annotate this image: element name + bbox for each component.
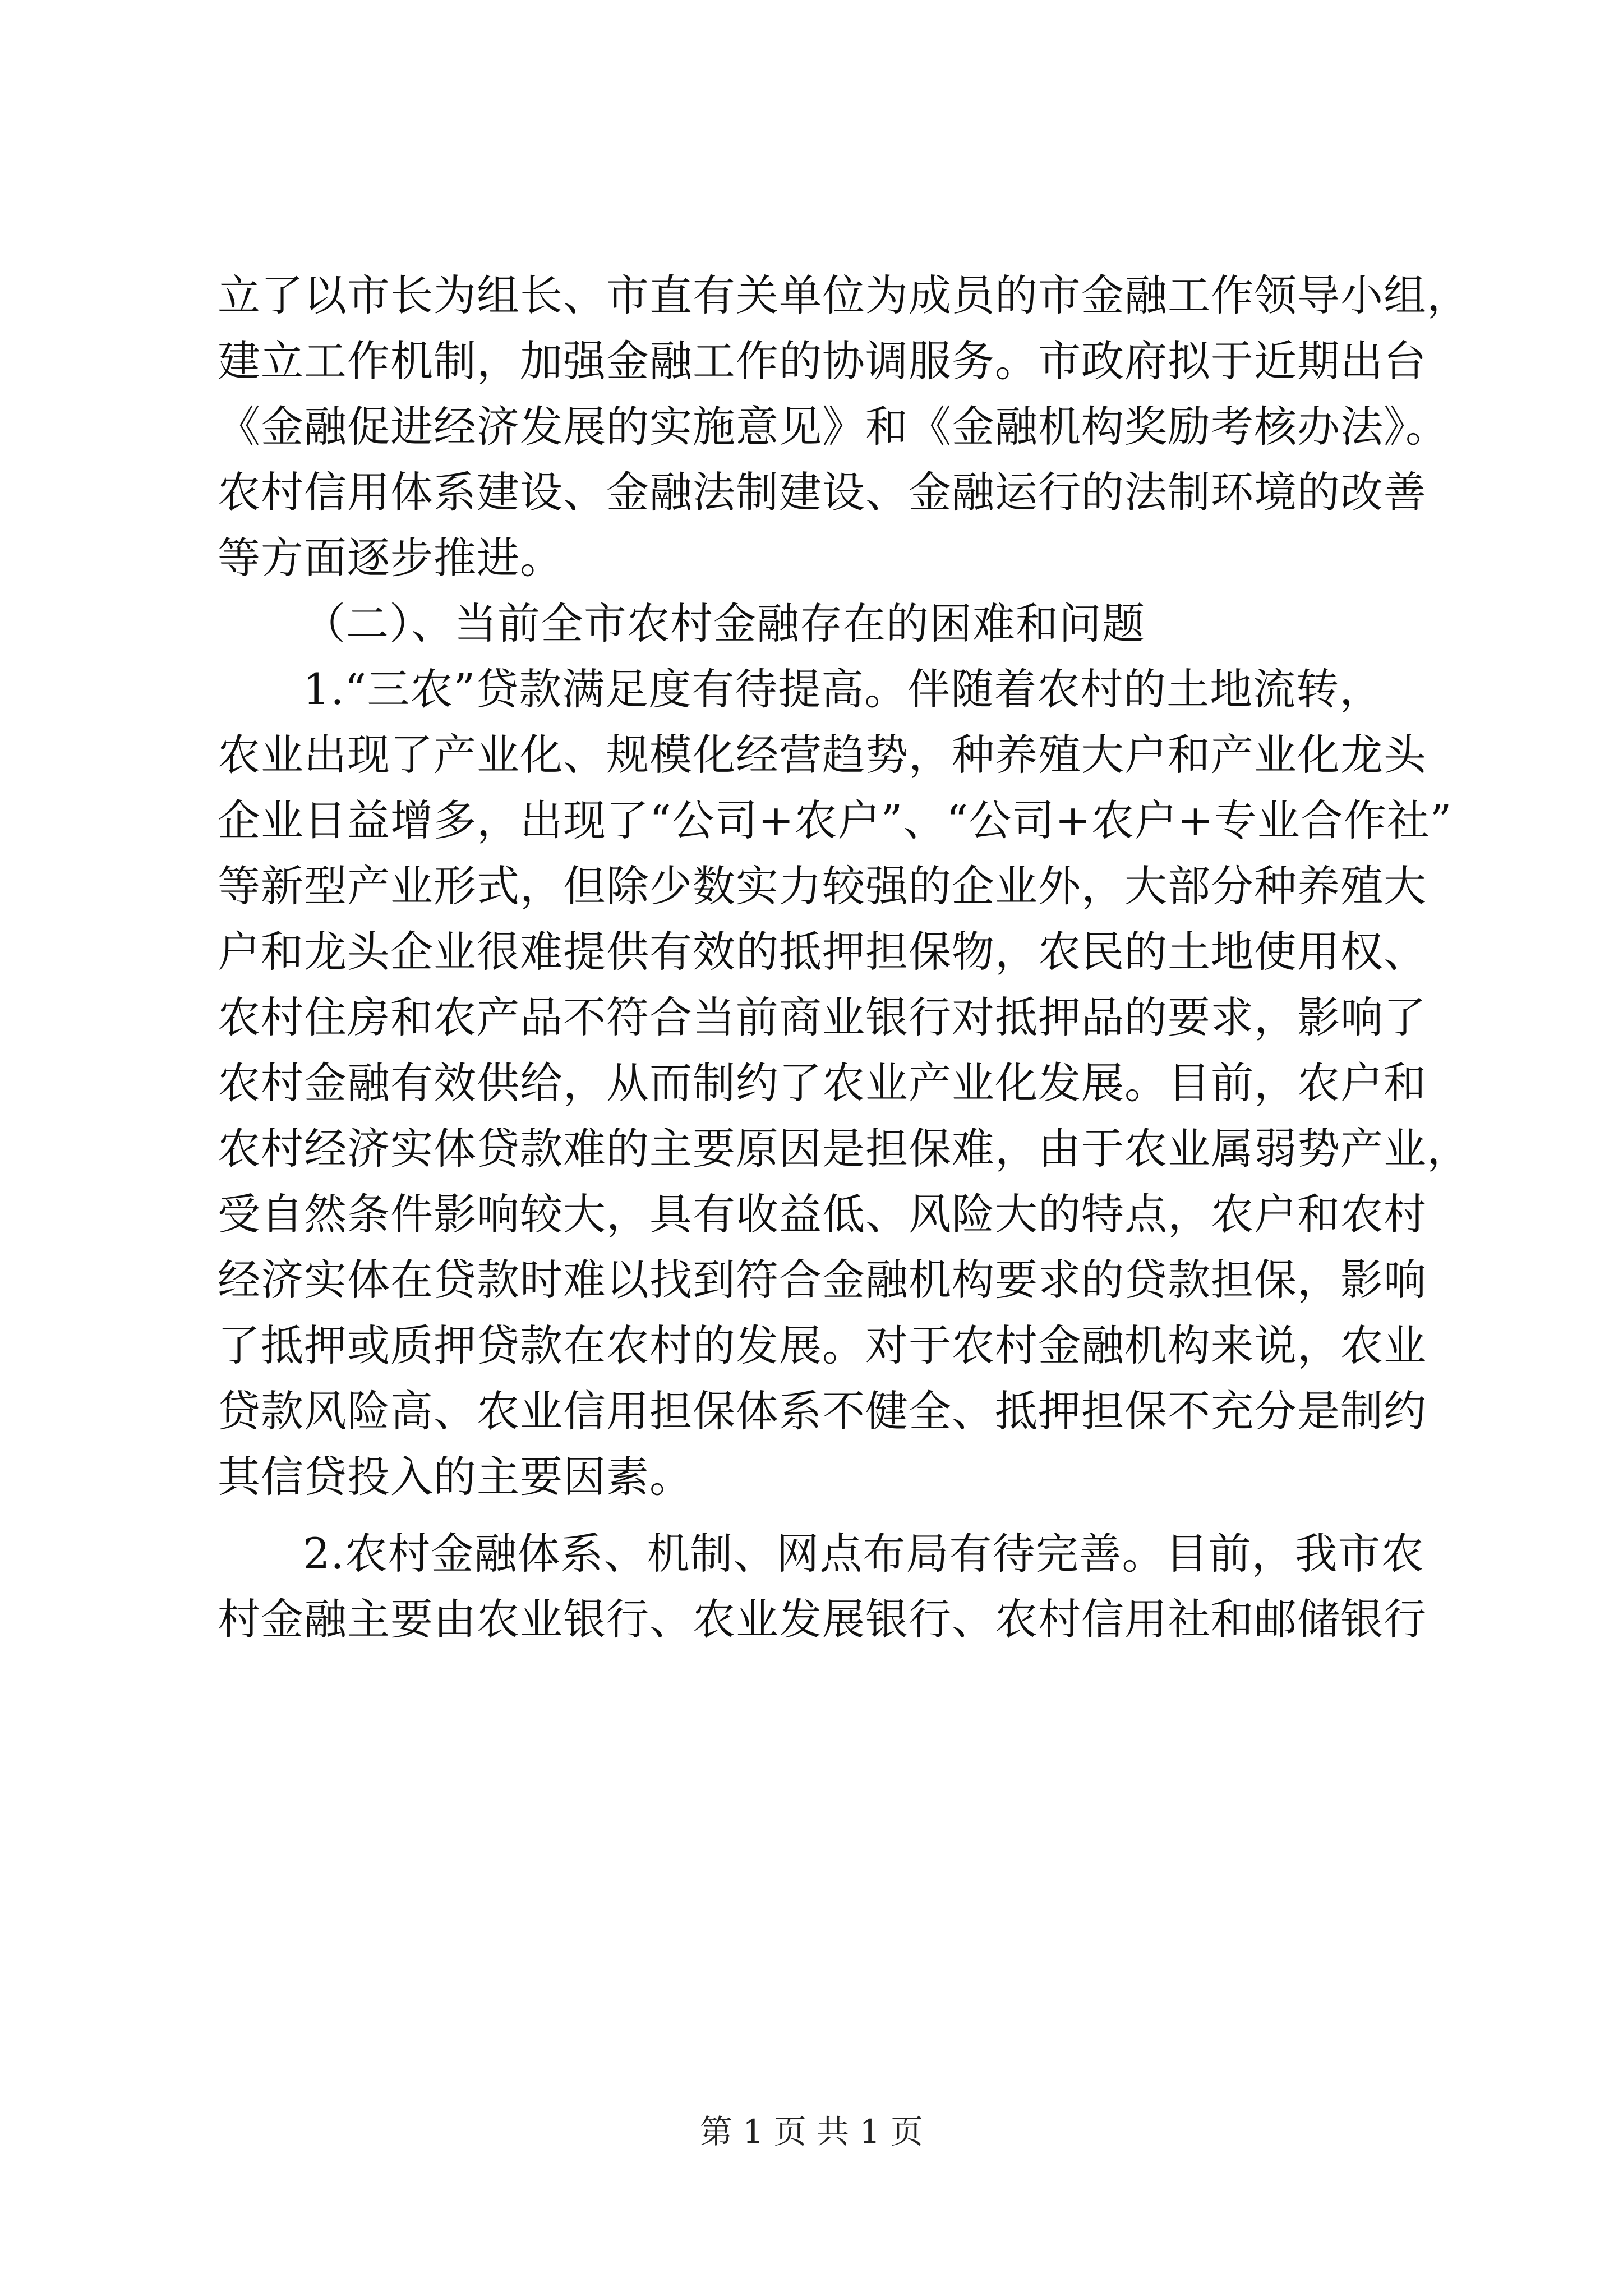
body-line: 经济实体在贷款时难以找到符合金融机构要求的贷款担保，影响 xyxy=(218,1255,1427,1305)
body-line: 村金融主要由农业银行、农业发展银行、农村信用社和邮储银行 xyxy=(218,1594,1427,1644)
body-line: 农村金融有效供给，从而制约了农业产业化发展。目前，农户和 xyxy=(218,1058,1427,1108)
body-line: 立了以市长为组长、市直有关单位为成员的市金融工作领导小组， xyxy=(218,270,1470,320)
body-line: 等新型产业形式，但除少数实力较强的企业外，大部分种养殖大 xyxy=(218,861,1427,911)
body-line: 农业出现了产业化、规模化经营趋势，种养殖大户和产业化龙头 xyxy=(218,730,1427,780)
body-line: 农村经济实体贷款难的主要原因是担保难，由于农业属弱势产业， xyxy=(218,1124,1470,1174)
body-line: 了抵押或质押贷款在农村的发展。对于农村金融机构来说，农业 xyxy=(218,1320,1427,1370)
body-line: 等方面逐步推进。 xyxy=(218,533,563,583)
body-line: 其信贷投入的主要因素。 xyxy=(218,1452,693,1502)
document-body xyxy=(218,263,1470,1652)
page-number-footer: 第 1 页 共 1 页 xyxy=(700,2113,923,2151)
body-line: 受自然条件影响较大，具有收益低、风险大的特点，农户和农村 xyxy=(218,1189,1427,1239)
body-line: 农村信用体系建设、金融法制建设、金融运行的法制环境的改善 xyxy=(218,467,1427,517)
body-line: 《金融促进经济发展的实施意见》和《金融机构奖励考核办法》。 xyxy=(218,402,1449,452)
body-line: 建立工作机制，加强金融工作的协调服务。市政府拟于近期出台 xyxy=(218,336,1427,386)
section-heading: （二）、当前全市农村金融存在的困难和问题 xyxy=(303,599,1145,648)
body-line: 户和龙头企业很难提供有效的抵押担保物，农民的土地使用权、 xyxy=(218,927,1427,977)
paragraph-first-line: 1.“三农”贷款满足度有待提高。伴随着农村的土地流转， xyxy=(303,664,1383,714)
paragraph-first-line: 2.农村金融体系、机制、网点布局有待完善。目前，我市农 xyxy=(303,1529,1424,1579)
body-line: 农村住房和农产品不符合当前商业银行对抵押品的要求，影响了 xyxy=(218,992,1427,1042)
body-line: 企业日益增多，出现了“公司+农户”、“公司+农户+专业合作社” xyxy=(218,795,1453,845)
body-line: 贷款风险高、农业信用担保体系不健全、抵押担保不充分是制约 xyxy=(218,1386,1427,1436)
